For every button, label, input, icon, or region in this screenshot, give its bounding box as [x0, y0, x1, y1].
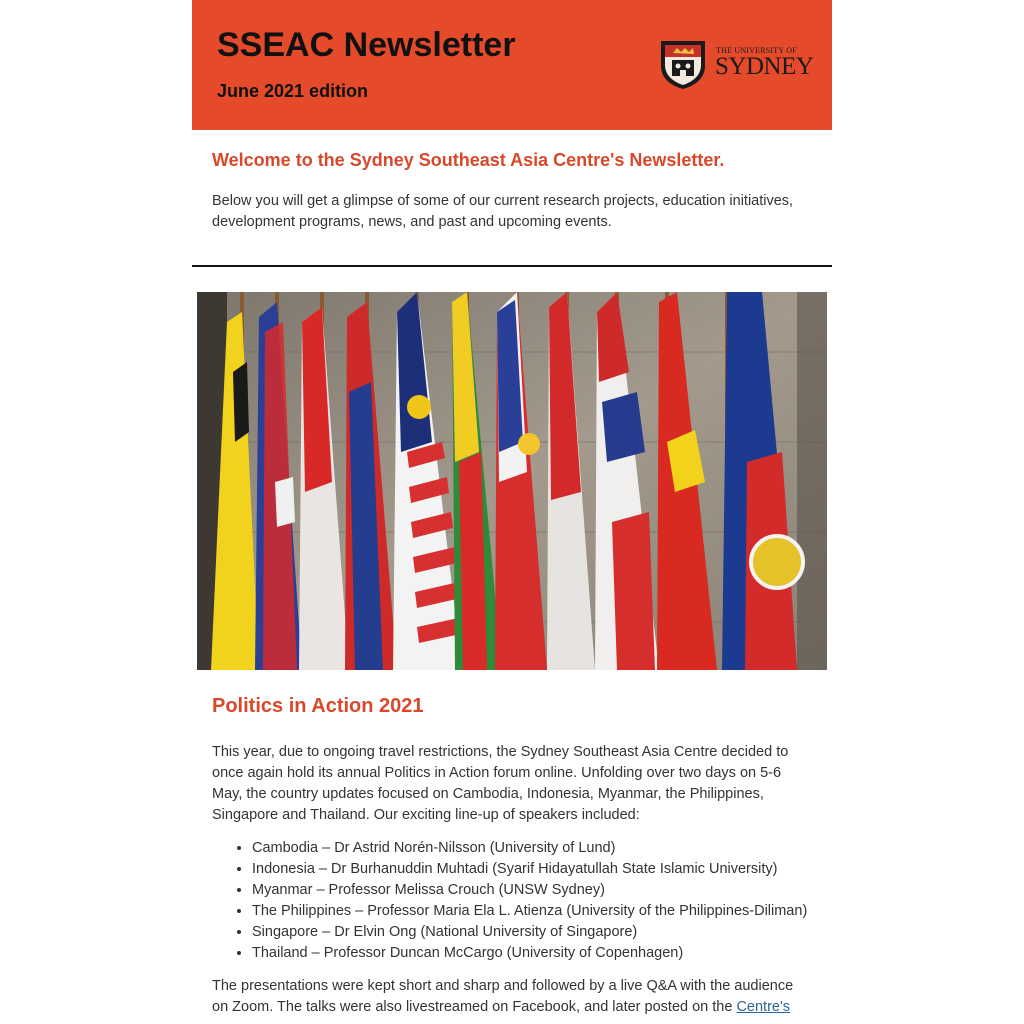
university-logo[interactable]	[658, 38, 814, 90]
list-item: • Myanmar – Professor Melissa Crouch (UNSW Sydney)	[252, 880, 852, 901]
newsletter-title: SSEAC Newsletter	[217, 26, 516, 64]
centre-link[interactable]: Centre's	[736, 999, 790, 1015]
welcome-text: Below you will get a glimpse of some of our current research projects, education initiatives, development programs, news, and past and upcoming events.	[212, 193, 794, 230]
article-intro: This year, due to ongoing travel restrictions, the Sydney Southeast Asia Centre decided to once again hold its annual Politics in Action forum online. Unfolding over two days on 5-6 May, the country updates focused on Cambodia, Indonesia, Myanmar, the Philippines, Singapore and Thailand. Our exciting line-up of speakers included:	[212, 744, 789, 823]
list-item: • Singapore – Dr Elvin Ong (National University of Singapore)	[252, 922, 852, 943]
newsletter	[192, 0, 832, 1015]
list-item: • Thailand – Professor Duncan McCargo (University of Copenhagen)	[252, 943, 852, 964]
logo-text-main: SYDNEY	[715, 53, 814, 80]
edition-label: June 2021 edition	[217, 81, 369, 101]
article-outro-text: The presentations were kept short and sharp and followed by a live Q&A with the audience on Zoom. The talks were also livestreamed on Facebook, and later posted on the	[212, 978, 794, 1015]
list-item: • Indonesia – Dr Burhanuddin Muhtadi (Syarif Hidayatullah State Islamic University)	[252, 859, 852, 880]
article-outro	[212, 976, 812, 1018]
speakers-list	[212, 838, 852, 964]
welcome-heading: Welcome to the Sydney Southeast Asia Centre's Newsletter.	[212, 150, 725, 170]
flags-illustration	[197, 292, 827, 670]
list-item: • The Philippines – Professor Maria Ela L. Atienza (University of the Philippines-Diliman)	[252, 901, 852, 922]
university-crest-icon	[658, 38, 708, 90]
list-item: • Cambodia – Dr Astrid Norén-Nilsson (University of Lund)	[252, 838, 852, 859]
newsletter-header	[192, 0, 832, 130]
section-divider	[192, 265, 832, 267]
asean-flags-photo	[197, 292, 827, 670]
logo-text-top: THE UNIVERSITY OF	[716, 46, 797, 55]
article-heading: Politics in Action 2021	[212, 695, 424, 717]
